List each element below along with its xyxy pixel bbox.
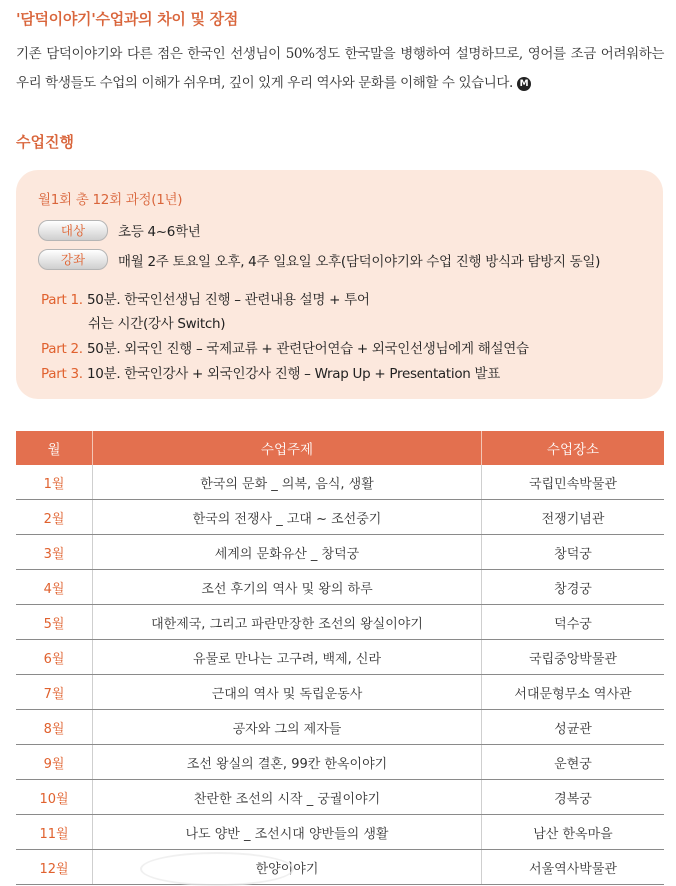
place-cell: 남산 한옥마을	[482, 815, 665, 850]
schedule-table	[16, 431, 664, 885]
intro-text: 기존 담덕이야기와 다른 점은 한국인 선생님이 50%정도 한국말을 병행하여 설명하므로, 영어를 조금 어려워하는 우리 학생들도 수업의 이해가 쉬우며, 깊이 있게 우리 역사와 문화를 이해할 수 있습니다.	[16, 46, 664, 91]
topic-cell: 대한제국, 그리고 파란만장한 조선의 왕실이야기	[93, 605, 482, 640]
month-cell: 10월	[16, 780, 93, 815]
month-cell: 3월	[16, 535, 93, 570]
month-cell: 7월	[16, 675, 93, 710]
part-1-continuation: 쉬는 시간(강사 Switch)	[88, 316, 226, 332]
month-cell: 6월	[16, 640, 93, 675]
target-value: 초등 4~6학년	[118, 224, 201, 240]
month-cell: 4월	[16, 570, 93, 605]
header-topic: 수업주제	[93, 431, 482, 465]
place-cell: 국립중앙박물관	[482, 640, 665, 675]
place-cell: 전쟁기념관	[482, 500, 665, 535]
month-cell: 5월	[16, 605, 93, 640]
course-info-heading: 월1회 총 12회 과정(1년)	[38, 192, 183, 208]
table-row	[16, 640, 664, 675]
topic-cell: 유물로 만나는 고구려, 백제, 신라	[93, 640, 482, 675]
header-month: 월	[16, 431, 93, 465]
end-mark-icon: M	[517, 77, 531, 91]
table-row	[16, 535, 664, 570]
month-cell: 11월	[16, 815, 93, 850]
topic-cell: 조선 왕실의 결혼, 99칸 한옥이야기	[93, 745, 482, 780]
part-1-label: Part 1.	[41, 292, 83, 308]
topic-cell: 나도 양반 _ 조선시대 양반들의 생활	[93, 815, 482, 850]
table-row	[16, 710, 664, 745]
course-info-box	[16, 170, 663, 399]
table-row	[16, 570, 664, 605]
month-cell: 12월	[16, 850, 93, 885]
topic-cell: 한양이야기	[93, 850, 482, 885]
part-2-text: 50분. 외국인 진행 – 국제교류 + 관련단어연습 + 외국인선생님에게 해설연습	[87, 341, 529, 357]
topic-cell: 한국의 전쟁사 _ 고대 ~ 조선중기	[93, 500, 482, 535]
table-row	[16, 850, 664, 885]
place-cell: 창덕궁	[482, 535, 665, 570]
schedule-header-row	[16, 431, 664, 465]
topic-cell: 공자와 그의 제자들	[93, 710, 482, 745]
table-row	[16, 465, 664, 500]
place-cell: 서울역사박물관	[482, 850, 665, 885]
table-row	[16, 780, 664, 815]
month-cell: 1월	[16, 465, 93, 500]
table-row	[16, 675, 664, 710]
place-cell: 경복궁	[482, 780, 665, 815]
month-cell: 2월	[16, 500, 93, 535]
intro-paragraph	[16, 40, 664, 98]
watermark-logo	[140, 852, 294, 886]
part-1	[41, 288, 370, 308]
table-row	[16, 500, 664, 535]
month-cell: 8월	[16, 710, 93, 745]
topic-cell: 한국의 문화 _ 의복, 음식, 생활	[93, 465, 482, 500]
part-3-label: Part 3.	[41, 366, 83, 382]
page-title: '담덕이야기'수업과의 차이 및 장점	[16, 10, 239, 28]
part-2	[41, 337, 529, 357]
table-row	[16, 605, 664, 640]
lecture-badge: 강좌	[38, 249, 108, 270]
target-badge: 대상	[38, 220, 108, 241]
place-cell: 성균관	[482, 710, 665, 745]
place-cell: 국립민속박물관	[482, 465, 665, 500]
place-cell: 창경궁	[482, 570, 665, 605]
topic-cell: 조선 후기의 역사 및 왕의 하루	[93, 570, 482, 605]
section-title: 수업진행	[16, 133, 74, 151]
place-cell: 운현궁	[482, 745, 665, 780]
table-row	[16, 745, 664, 780]
part-3	[41, 362, 500, 382]
lecture-value: 매월 2주 토요일 오후, 4주 일요일 오후(담덕이야기와 수업 진행 방식과 탐방지 동일)	[118, 254, 601, 270]
topic-cell: 근대의 역사 및 독립운동사	[93, 675, 482, 710]
topic-cell: 세계의 문화유산 _ 창덕궁	[93, 535, 482, 570]
header-place: 수업장소	[482, 431, 665, 465]
table-row	[16, 815, 664, 850]
place-cell: 서대문형무소 역사관	[482, 675, 665, 710]
part-2-label: Part 2.	[41, 341, 83, 357]
part-1-text: 50분. 한국인선생님 진행 – 관련내용 설명 + 투어	[87, 292, 370, 308]
place-cell: 덕수궁	[482, 605, 665, 640]
part-3-text: 10분. 한국인강사 + 외국인강사 진행 – Wrap Up + Presentation 발표	[87, 366, 501, 382]
month-cell: 9월	[16, 745, 93, 780]
topic-cell: 찬란한 조선의 시작 _ 궁궐이야기	[93, 780, 482, 815]
